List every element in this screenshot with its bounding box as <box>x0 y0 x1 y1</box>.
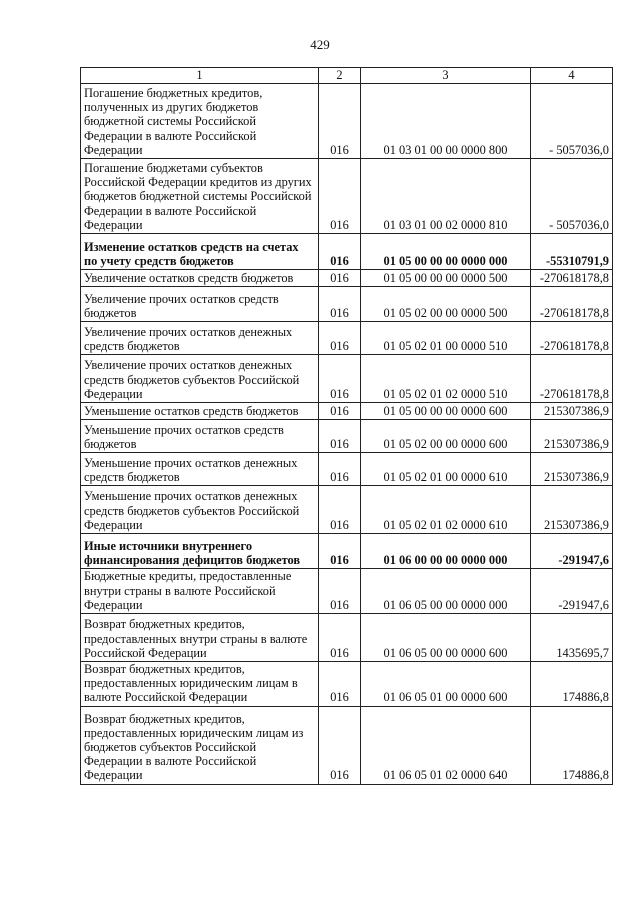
row-amount-cell: - 5057036,0 <box>531 84 613 159</box>
row-classification-code-cell: 01 06 00 00 00 0000 000 <box>361 534 531 569</box>
row-classification-code-cell: 01 06 05 01 02 0000 640 <box>361 706 531 784</box>
row-amount-cell: 174886,8 <box>531 706 613 784</box>
table-row <box>81 234 613 270</box>
row-admin-code-cell: 016 <box>319 662 361 707</box>
row-classification-code-cell: 01 05 02 01 02 0000 510 <box>361 355 531 403</box>
row-name-cell: Возврат бюджетных кредитов, предоставленных юридическим лицам в валюте Российской Федерации <box>81 662 319 707</box>
row-classification-code-cell: 01 05 00 00 00 0000 600 <box>361 403 531 420</box>
row-admin-code-cell: 016 <box>319 287 361 322</box>
table-row <box>81 84 613 159</box>
table-row <box>81 486 613 534</box>
row-amount-cell: -270618178,8 <box>531 270 613 287</box>
header-cell-admin: 2 <box>319 68 361 84</box>
row-amount-cell: - 5057036,0 <box>531 159 613 234</box>
row-name-cell: Бюджетные кредиты, предоставленные внутри страны в валюте Российской Федерации <box>81 569 319 614</box>
row-amount-cell: -270618178,8 <box>531 322 613 355</box>
row-name-cell: Уменьшение прочих остатков денежных средств бюджетов субъектов Российской Федерации <box>81 486 319 534</box>
header-cell-code: 3 <box>361 68 531 84</box>
header-cell-amount: 4 <box>531 68 613 84</box>
row-name-cell: Увеличение прочих остатков денежных средств бюджетов субъектов Российской Федерации <box>81 355 319 403</box>
row-classification-code-cell: 01 05 02 01 02 0000 610 <box>361 486 531 534</box>
row-name-cell: Уменьшение остатков средств бюджетов <box>81 403 319 420</box>
row-admin-code-cell: 016 <box>319 355 361 403</box>
row-classification-code-cell: 01 05 02 01 00 0000 610 <box>361 453 531 486</box>
row-classification-code-cell: 01 05 00 00 00 0000 000 <box>361 234 531 270</box>
row-admin-code-cell: 016 <box>319 453 361 486</box>
row-amount-cell: -270618178,8 <box>531 287 613 322</box>
row-admin-code-cell: 016 <box>319 234 361 270</box>
row-amount-cell: -270618178,8 <box>531 355 613 403</box>
row-classification-code-cell: 01 05 02 00 00 0000 500 <box>361 287 531 322</box>
row-amount-cell: -291947,6 <box>531 534 613 569</box>
row-admin-code-cell: 016 <box>319 403 361 420</box>
page-number: 429 <box>310 37 330 52</box>
row-name-cell: Возврат бюджетных кредитов, предоставленных юридическим лицам из бюджетов субъектов Российской Федерации в валюте Российской Федерации <box>81 706 319 784</box>
row-amount-cell: 215307386,9 <box>531 403 613 420</box>
row-admin-code-cell: 016 <box>319 534 361 569</box>
row-name-cell: Возврат бюджетных кредитов, предоставленных внутри страны в валюте Российской Федерации <box>81 614 319 662</box>
table-row <box>81 662 613 707</box>
table-row <box>81 355 613 403</box>
table-header-row <box>81 68 613 84</box>
row-classification-code-cell: 01 06 05 01 00 0000 600 <box>361 662 531 707</box>
row-classification-code-cell: 01 06 05 00 00 0000 000 <box>361 569 531 614</box>
row-classification-code-cell: 01 05 00 00 00 0000 500 <box>361 270 531 287</box>
row-admin-code-cell: 016 <box>319 159 361 234</box>
row-name-cell: Уменьшение прочих остатков денежных средств бюджетов <box>81 453 319 486</box>
row-admin-code-cell: 016 <box>319 270 361 287</box>
row-classification-code-cell: 01 05 02 00 00 0000 600 <box>361 420 531 453</box>
table-row <box>81 287 613 322</box>
row-classification-code-cell: 01 03 01 00 00 0000 800 <box>361 84 531 159</box>
table-row <box>81 403 613 420</box>
row-name-cell: Уменьшение прочих остатков средств бюджетов <box>81 420 319 453</box>
row-name-cell: Увеличение прочих остатков средств бюджетов <box>81 287 319 322</box>
row-admin-code-cell: 016 <box>319 84 361 159</box>
row-admin-code-cell: 016 <box>319 614 361 662</box>
row-amount-cell: 215307386,9 <box>531 453 613 486</box>
table-row <box>81 453 613 486</box>
table-body <box>81 68 613 785</box>
table-row <box>81 569 613 614</box>
row-name-cell: Увеличение остатков средств бюджетов <box>81 270 319 287</box>
table-row <box>81 270 613 287</box>
header-cell-name: 1 <box>81 68 319 84</box>
row-classification-code-cell: 01 06 05 00 00 0000 600 <box>361 614 531 662</box>
row-name-cell: Погашение бюджетами субъектов Российской Федерации кредитов из других бюджетов бюджетной системы Российской Федерации в валюте Российской Федерации <box>81 159 319 234</box>
row-classification-code-cell: 01 03 01 00 02 0000 810 <box>361 159 531 234</box>
row-amount-cell: 215307386,9 <box>531 420 613 453</box>
row-admin-code-cell: 016 <box>319 486 361 534</box>
row-admin-code-cell: 016 <box>319 706 361 784</box>
row-name-cell: Изменение остатков средств на счетах по учету средств бюджетов <box>81 234 319 270</box>
table-row <box>81 420 613 453</box>
table-row <box>81 534 613 569</box>
budget-sources-table <box>80 67 613 785</box>
table-row <box>81 706 613 784</box>
row-amount-cell: 1435695,7 <box>531 614 613 662</box>
row-admin-code-cell: 016 <box>319 322 361 355</box>
row-name-cell: Иные источники внутреннего финансирования дефицитов бюджетов <box>81 534 319 569</box>
table-row <box>81 159 613 234</box>
row-amount-cell: 174886,8 <box>531 662 613 707</box>
row-amount-cell: -291947,6 <box>531 569 613 614</box>
row-admin-code-cell: 016 <box>319 420 361 453</box>
table-row <box>81 322 613 355</box>
table-row <box>81 614 613 662</box>
row-classification-code-cell: 01 05 02 01 00 0000 510 <box>361 322 531 355</box>
row-amount-cell: 215307386,9 <box>531 486 613 534</box>
row-amount-cell: -55310791,9 <box>531 234 613 270</box>
row-name-cell: Увеличение прочих остатков денежных средств бюджетов <box>81 322 319 355</box>
row-admin-code-cell: 016 <box>319 569 361 614</box>
row-name-cell: Погашение бюджетных кредитов, полученных из других бюджетов бюджетной системы Российской Федерации в валюте Российской Федерации <box>81 84 319 159</box>
